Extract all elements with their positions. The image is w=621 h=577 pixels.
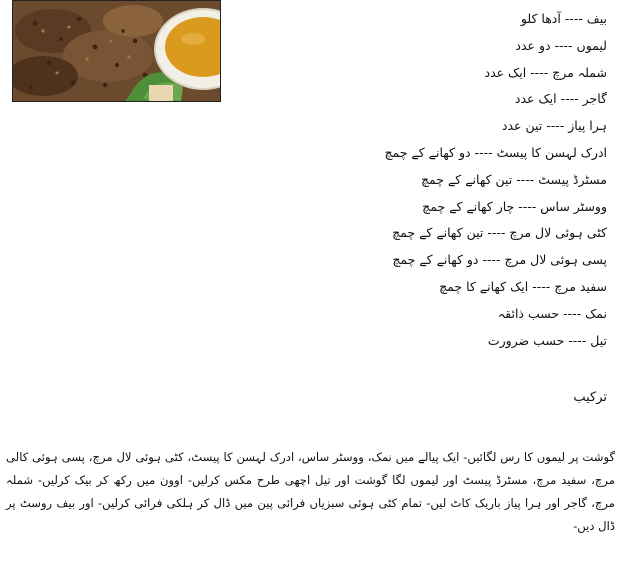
ingredient-item: شملہ مرچ ---- ایک عدد — [484, 64, 607, 80]
ingredient-item: لیموں ---- دو عدد — [515, 37, 607, 53]
ingredient-item: مسٹرڈ پیسٹ ---- تین کھانے کے چمچ — [420, 171, 607, 187]
ingredient-item: کٹی ہوئی لال مرچ ---- تین کھانے کے چمچ — [392, 225, 607, 241]
ingredient-item: تیل ---- حسب ضرورت — [487, 332, 607, 348]
ingredient-item: ادرک لہسن کا پیسٹ ---- دو کھانے کے چمچ — [384, 144, 607, 160]
ingredient-item: سفید مرچ ---- ایک کھانے کا چمچ — [439, 278, 607, 294]
method-paragraph: گوشت پر لیموں کا رس لگائیں- ایک پیالے میں نمک، ووسٹر ساس، ادرک لہسن کا پیسٹ، کٹی ہوئی لال مرچ، پسی ہوئی کالی مرچ، سفید مرچ، مسٹرڈ پیسٹ اور لیموں لگا گوشت اور تیل اچھی طرح مکس کرلیں- اوون میں رکھ کر بیک کرلیں- شملہ مرچ، گاجر اور ہرا پیاز باریک کاٹ لیں- تمام کٹی ہوئی سبزیاں فرائی پین میں ڈال کر ہلکی فرائی کرلیں- اور بیف روسٹ پر ڈال دیں- — [6, 450, 615, 533]
ingredient-item: پسی ہوئی لال مرچ ---- دو کھانے کے چمچ — [392, 252, 607, 268]
ingredient-item: ووسٹر ساس ---- چار کھانے کے چمچ — [422, 198, 607, 214]
ingredient-item: گاجر ---- ایک عدد — [514, 91, 607, 107]
ingredient-item: بیف ---- آدھا کلو — [520, 11, 607, 26]
ingredients-list — [187, 6, 607, 354]
ingredient-item: ہرا پیاز ---- تین عدد — [501, 118, 607, 134]
ingredient-item: نمک ---- حسب ذائقہ — [497, 305, 607, 321]
method-heading: ترکیب — [573, 390, 607, 405]
